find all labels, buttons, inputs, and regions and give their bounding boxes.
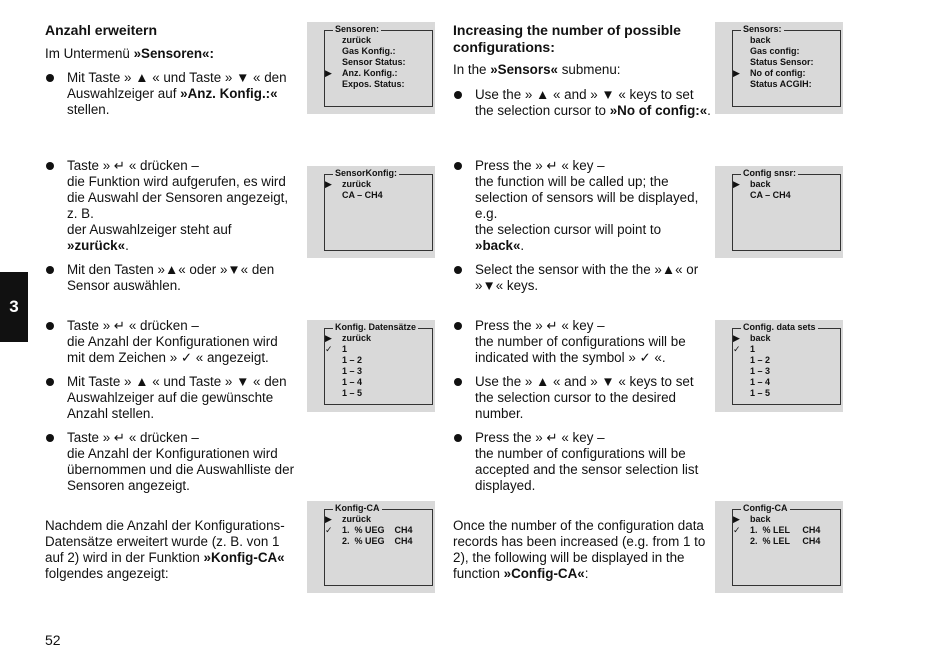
en-b6-text: the number of configurations will be accepted and the sensor selection list displayed.	[475, 446, 699, 493]
display-line	[324, 536, 413, 547]
de-b1-target: »Anz. Konfig.:«	[180, 86, 278, 101]
display-line	[324, 46, 406, 57]
display-line	[324, 35, 406, 46]
en-outro-function: »Config-CA«	[503, 566, 585, 581]
display-line-text: zurück	[342, 35, 372, 45]
display-lines	[732, 333, 771, 399]
en-intro	[453, 62, 711, 78]
de-outro-function: »Konfig-CA«	[203, 550, 285, 565]
display-line	[324, 79, 406, 90]
checkmark-icon: ✓	[733, 344, 741, 354]
display-line-text: 1 – 3	[342, 366, 363, 376]
display-line	[732, 333, 771, 344]
chapter-tab	[0, 272, 28, 342]
display-line	[732, 190, 791, 201]
display-line-text: 1	[750, 344, 756, 354]
display-lines	[732, 35, 814, 90]
en-intro-text: In the	[453, 62, 491, 77]
de-intro	[45, 46, 297, 62]
display-title: Config snsr:	[743, 168, 796, 178]
display-line-text: 1	[342, 344, 348, 354]
de-heading: Anzahl erweitern	[45, 22, 158, 38]
en-b2-cursor: the selection cursor will point to	[475, 222, 662, 237]
en-b2-target: »back«	[475, 238, 521, 253]
en-b4-key: Press the » ↵ « key –	[475, 318, 605, 333]
de-bullet-1	[45, 70, 297, 118]
de-b1-end: stellen.	[67, 102, 110, 117]
display-line	[732, 355, 771, 366]
en-bullet-2	[453, 158, 711, 254]
de-intro-text: Im Untermenü	[45, 45, 134, 61]
display-line	[324, 68, 406, 79]
display-line-text: Gas config:	[750, 46, 800, 56]
display-lines	[732, 514, 820, 547]
cursor-arrow-icon: ▶	[733, 333, 740, 343]
de-b6-key: Taste » ↵ « drücken –	[67, 430, 199, 445]
en-b6-key: Press the » ↵ « key –	[475, 430, 605, 445]
de-b4-key: Taste » ↵ « drücken –	[67, 318, 199, 333]
checkmark-icon: ✓	[325, 344, 333, 354]
display-title: Config-CA	[743, 503, 788, 513]
cursor-arrow-icon: ▶	[325, 179, 332, 189]
display-line	[324, 366, 371, 377]
display-screen-sensors	[715, 22, 843, 114]
display-screen-config-data-sets	[715, 320, 843, 412]
display-line-text: 1. % UEG CH4	[342, 525, 413, 535]
display-line-text: 2. % LEL CH4	[750, 536, 821, 546]
display-line	[324, 377, 371, 388]
display-title: Sensors:	[743, 24, 782, 34]
en-heading: Increasing the number of possible configurations:	[453, 22, 681, 55]
en-outro-c: :	[584, 566, 589, 581]
display-line	[732, 79, 814, 90]
display-line	[324, 179, 383, 190]
english-column	[453, 22, 711, 78]
display-line-text: Status Sensor:	[750, 57, 814, 67]
en-step-1	[453, 87, 711, 119]
de-step-1	[45, 70, 297, 118]
display-line-text: back	[750, 35, 771, 45]
en-step-2	[453, 158, 711, 294]
display-screen-sensorkonfig	[307, 166, 435, 258]
display-screen-config-snsr	[715, 166, 843, 258]
en-intro-menu: »Sensors«	[490, 62, 558, 77]
display-screen-sensoren	[307, 22, 435, 114]
display-line-text: Status ACGIH:	[750, 79, 812, 89]
de-intro-menu: »Sensoren«:	[133, 45, 214, 61]
display-screen-konfig-ca	[307, 501, 435, 593]
cursor-arrow-icon: ▶	[733, 514, 740, 524]
en-bullet-1	[453, 87, 711, 119]
display-line	[732, 57, 814, 68]
display-line	[324, 525, 413, 536]
en-b1-text: Use the » ▲ « and » ▼ « keys to set the selection cursor to	[475, 87, 694, 118]
display-screen-config-ca	[715, 501, 843, 593]
display-title: Config. data sets	[743, 322, 816, 332]
display-line-text: No of config:	[750, 68, 806, 78]
cursor-arrow-icon: ▶	[325, 333, 332, 343]
display-title: Sensoren:	[335, 24, 380, 34]
de-b1-text: Mit Taste » ▲ « und Taste » ▼ « den Auswahlzeiger auf	[67, 70, 287, 101]
de-b2-target: »zurück«	[67, 238, 126, 253]
display-line-text: 1 – 2	[750, 355, 771, 365]
display-title: Konfig-CA	[335, 503, 380, 513]
de-b2-key: Taste » ↵ « drücken –	[67, 158, 199, 173]
en-bullet-3: Select the sensor with the the »▲« or »▼« keys.	[453, 262, 711, 294]
display-screen-konfig-datensaetze	[307, 320, 435, 412]
de-step-2	[45, 158, 297, 294]
display-line-text: CA – CH4	[342, 190, 383, 200]
display-line-text: 1 – 4	[342, 377, 363, 387]
checkmark-icon: ✓	[733, 525, 741, 535]
en-outro	[453, 518, 711, 582]
display-line	[324, 514, 413, 525]
display-line	[732, 388, 771, 399]
display-line-text: 1 – 5	[750, 388, 771, 398]
en-b1-target: »No of config:«	[609, 103, 708, 118]
de-b2-cursor: der Auswahlzeiger steht auf	[67, 222, 232, 237]
display-line	[324, 190, 383, 201]
en-bullet-5: Use the » ▲ « and » ▼ « keys to set the selection cursor to the desired number.	[453, 374, 711, 422]
display-line-text: 2. % UEG CH4	[342, 536, 413, 546]
display-line-text: back	[750, 514, 771, 524]
display-line	[732, 344, 771, 355]
chapter-number: 3	[9, 297, 19, 316]
display-line-text: Expos. Status:	[342, 79, 405, 89]
display-line-text: back	[750, 179, 771, 189]
en-b2-key: Press the » ↵ « key –	[475, 158, 605, 173]
en-bullet-6	[453, 430, 711, 494]
de-outro-a: Nachdem die Anzahl der Konfigurations-Datensätze erweitert wurde (z. B. von 1 auf 2) wird in der Funktion	[45, 518, 285, 565]
de-outro-c: folgendes angezeigt:	[45, 566, 169, 581]
de-bullet-3: Mit den Tasten »▲« oder »▼« den Sensor auswählen.	[45, 262, 297, 294]
display-line-text: 1 – 5	[342, 388, 363, 398]
display-line	[324, 388, 371, 399]
german-column	[45, 22, 297, 62]
display-line	[732, 514, 820, 525]
display-line	[324, 57, 406, 68]
display-line	[732, 68, 814, 79]
display-line-text: Sensor Status:	[342, 57, 406, 67]
cursor-arrow-icon: ▶	[325, 68, 332, 78]
de-bullet-6	[45, 430, 297, 494]
display-line	[732, 179, 791, 190]
en-b4-text: the number of configurations will be indicated with the symbol » ✓ «.	[475, 334, 686, 365]
display-lines	[324, 514, 413, 547]
display-line-text: 1 – 3	[750, 366, 771, 376]
de-bullet-4	[45, 318, 297, 366]
cursor-arrow-icon: ▶	[733, 68, 740, 78]
display-line	[732, 366, 771, 377]
de-bullet-2	[45, 158, 297, 254]
en-bullet-4	[453, 318, 711, 366]
en-step-3	[453, 318, 711, 494]
display-lines	[324, 179, 383, 201]
display-lines	[324, 35, 406, 90]
de-step-3	[45, 318, 297, 494]
display-line	[324, 355, 371, 366]
display-line-text: zurück	[342, 179, 372, 189]
display-line-text: CA – CH4	[750, 190, 791, 200]
de-bullet-5: Mit Taste » ▲ « und Taste » ▼ « den Auswahlzeiger auf die gewünschte Anzahl stellen.	[45, 374, 297, 422]
display-title: SensorKonfig:	[335, 168, 397, 178]
de-outro-text	[45, 518, 297, 582]
de-b6-text: die Anzahl der Konfigurationen wird übernommen und die Auswahlliste der Sensoren angezeigt.	[67, 446, 295, 493]
display-line	[732, 35, 814, 46]
en-b2-end: .	[520, 238, 525, 253]
display-line	[324, 333, 371, 344]
display-line	[732, 46, 814, 57]
display-line-text: 1 – 2	[342, 355, 363, 365]
en-b1-end: .	[707, 103, 711, 118]
cursor-arrow-icon: ▶	[325, 514, 332, 524]
display-line-text: Anz. Konfig.:	[342, 68, 398, 78]
display-line	[324, 344, 371, 355]
en-intro-end: submenu:	[557, 62, 621, 77]
de-b2-end: .	[125, 238, 129, 253]
en-outro-text	[453, 518, 711, 582]
display-line-text: back	[750, 333, 771, 343]
display-lines	[324, 333, 371, 399]
de-outro	[45, 518, 297, 582]
en-b2-text: the function will be called up; the selection of sensors will be displayed, e.g.	[475, 174, 699, 221]
de-b4-text: die Anzahl der Konfigurationen wird mit dem Zeichen » ✓ « angezeigt.	[67, 334, 278, 365]
display-lines	[732, 179, 791, 201]
cursor-arrow-icon: ▶	[733, 179, 740, 189]
display-line-text: 1 – 4	[750, 377, 771, 387]
display-line	[732, 536, 820, 547]
display-title: Konfig. Datensätze	[335, 322, 417, 332]
display-line-text: zurück	[342, 514, 372, 524]
display-line-text: Gas Konfig.:	[342, 46, 396, 56]
de-b2-text: die Funktion wird aufgerufen, es wird die Auswahl der Sensoren angezeigt, z. B.	[67, 174, 289, 221]
display-line-text: zurück	[342, 333, 372, 343]
display-line	[732, 525, 820, 536]
display-line-text: 1. % LEL CH4	[750, 525, 821, 535]
display-line	[732, 377, 771, 388]
page-number: 52	[45, 632, 61, 648]
checkmark-icon: ✓	[325, 525, 333, 535]
en-outro-a: Once the number of the configuration data records has been increased (e.g. from 1 to 2), the following will be displayed in the function	[453, 518, 706, 581]
